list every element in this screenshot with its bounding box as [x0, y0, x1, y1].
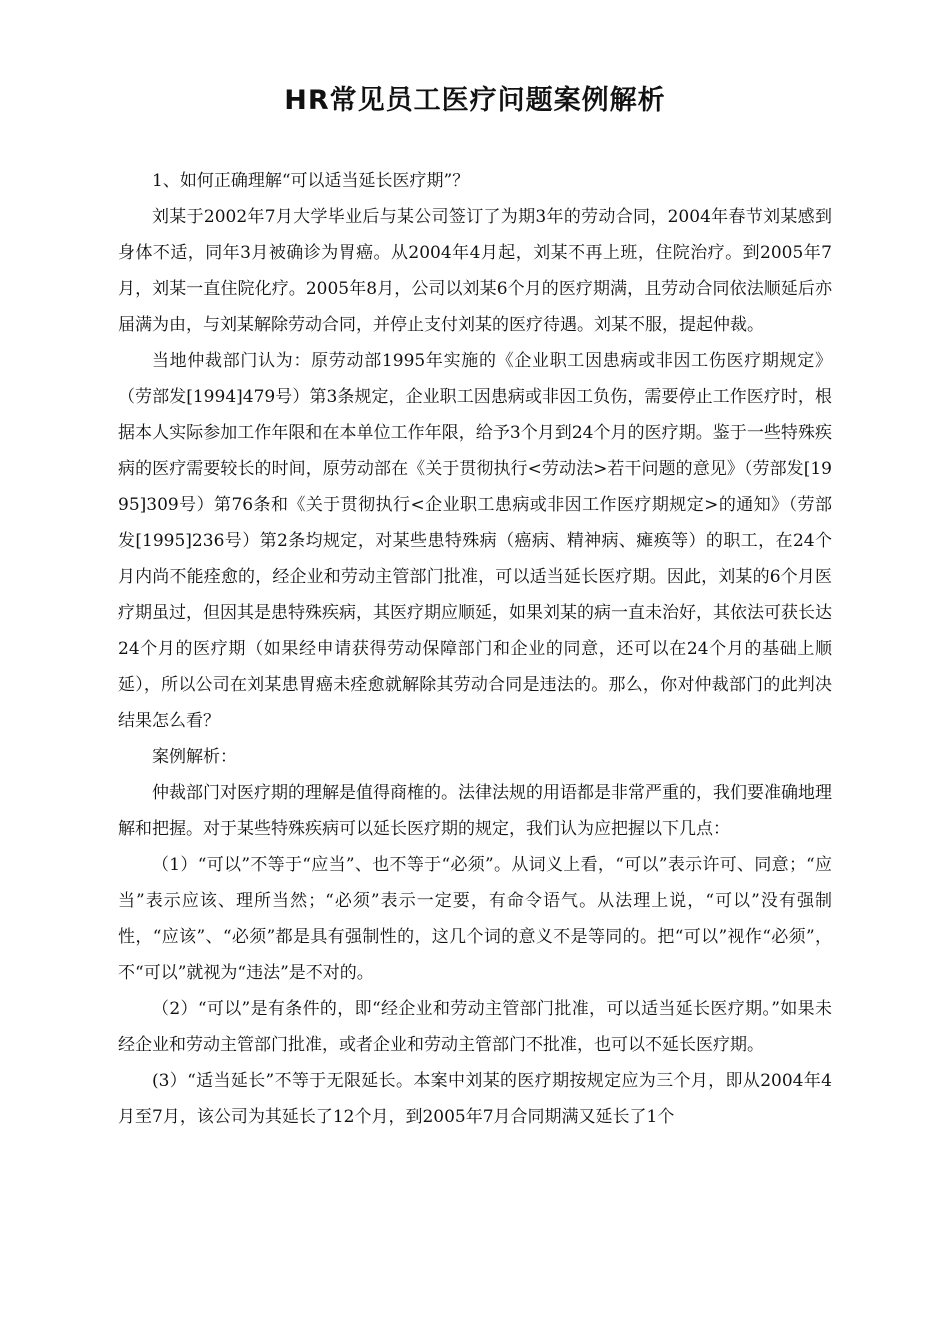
document-title: HR常见员工医疗问题案例解析	[284, 85, 666, 116]
arbitration-paragraph: 当地仲裁部门认为：原劳动部1995年实施的《企业职工因患病或非因工伤医疗期规定》（劳部发[1994]479号）第3条规定，企业职工因患病或非因工负伤，需要停止工作医疗时，根据本人实际参加工作年限和在本单位工作年限，给予3个月到24个月的医疗期。鉴于一些特殊疾病的医疗需要较长的时间，原劳动部在《关于贯彻执行<劳动法>若干问题的意见》（劳部发[1995]309号）第76条和《关于贯彻执行<企业职工患病或非因工作医疗期规定>的通知》（劳部发[1995]236号）第2条均规定，对某些患特殊病（癌病、精神病、瘫痪等）的职工，在24个月内尚不能痊愈的，经企业和劳动主管部门批准，可以适当延长医疗期。因此，刘某的6个月医疗期虽过，但因其是患特殊疾病，其医疗期应顺延，如果刘某的病一直未治好，其依法可获长达24个月的医疗期（如果经申请获得劳动保障部门和企业的同意，还可以在24个月的基础上顺延），所以公司在刘某患胃癌未痊愈就解除其劳动合同是违法的。那么，你对仲裁部门的此判决结果怎么看？	[118, 351, 832, 731]
case-paragraph: 刘某于2002年7月大学毕业后与某公司签订了为期3年的劳动合同，2004年春节刘某感到身体不适，同年3月被确诊为胃癌。从2004年4月起，刘某不再上班，住院治疗。到2005年7月，刘某一直住院化疗。2005年8月，公司以刘某6个月的医疗期满，且劳动合同依法顺延后亦届满为由，与刘某解除劳动合同，并停止支付刘某的医疗待遇。刘某不服，提起仲裁。	[118, 207, 832, 335]
point-1-paragraph: （1）“可以”不等于“应当”、也不等于“必须”。从词义上看，“可以”表示许可、同意；“应当”表示应该、理所当然；“必须”表示一定要，有命令语气。从法理上说，“可以”没有强制性，“应该”、“必须”都是具有强制性的，这几个词的意义不是等同的。把“可以”视作“必须”，不“可以”就视为“违法”是不对的。	[118, 855, 832, 983]
analysis-paragraph: 仲裁部门对医疗期的理解是值得商榷的。法律法规的用语都是非常严重的，我们要准确地理解和把握。对于某些特殊疾病可以延长医疗期的规定，我们认为应把握以下几点：	[118, 783, 832, 839]
question-heading: 1、如何正确理解“可以适当延长医疗期”？	[152, 171, 470, 191]
point-3-paragraph: (3）“适当延长”不等于无限延长。本案中刘某的医疗期按规定应为三个月，即从2004年4月至7月，该公司为其延长了12个月，到2005年7月合同期满又延长了1个	[118, 1071, 832, 1127]
analysis-heading: 案例解析：	[152, 747, 237, 767]
point-2-paragraph: （2）“可以”是有条件的，即“经企业和劳动主管部门批准，可以适当延长医疗期。”如果未经企业和劳动主管部门批准，或者企业和劳动主管部门不批准，也可以不延长医疗期。	[118, 999, 832, 1055]
